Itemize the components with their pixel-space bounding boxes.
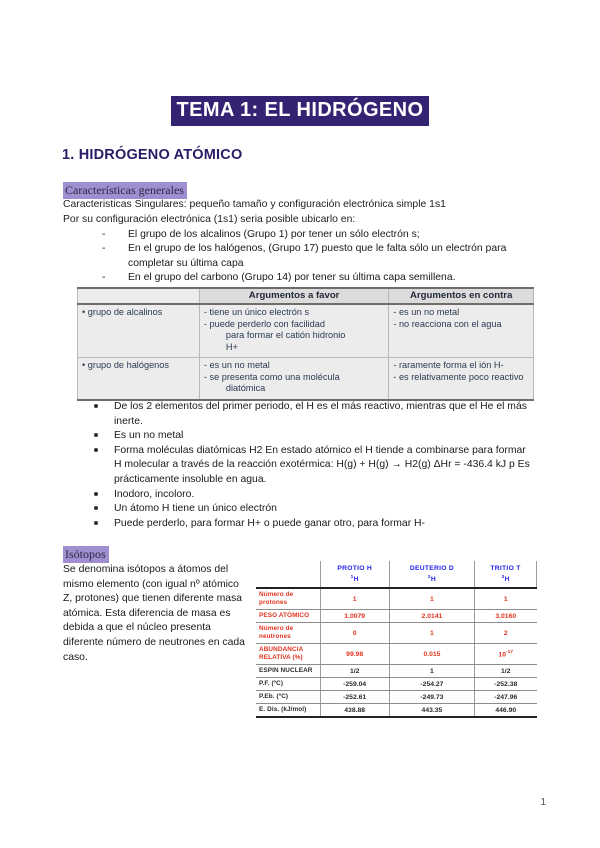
table-row <box>256 665 537 678</box>
row-label: P.Eb. (ºC) <box>256 691 320 704</box>
cell-line: diatómica <box>225 383 266 393</box>
cell-line: - no reacciona con el agua <box>393 318 502 329</box>
table-argumentos-header-favor: Argumentos a favor <box>199 288 388 304</box>
list-item-text: Forma moléculas diatómicas H2 En estado atómico el H tiende a combinarse para formar H molecular a través de la reacción exotérmica: H(g) + H(g) → H2(g) ΔHr = -436.4 kJ p Es prácticamente insoluble en agua. <box>114 444 530 485</box>
table-row <box>256 588 537 610</box>
bullet-list <box>86 400 536 531</box>
table-cell-contra <box>389 358 534 400</box>
subheading-caracteristicas-generales-wrap <box>63 181 187 199</box>
table-isotopos-body <box>256 588 537 717</box>
table-cell: -259.04 <box>320 678 389 691</box>
list-item <box>86 228 536 242</box>
table-cell: -247.96 <box>475 691 537 704</box>
table-cell-favor <box>199 358 388 400</box>
table-cell-label: • grupo de alcalinos <box>78 304 200 358</box>
table-row <box>78 304 534 358</box>
column-mass-protio: $^1$H <box>350 574 359 583</box>
table-row <box>256 644 537 665</box>
table-row <box>256 561 537 588</box>
list-item-text: De los 2 elementos del primer periodo, el H es el más reactivo, mientras que el He el más inerte. <box>114 401 527 427</box>
bullet-icon <box>94 448 98 452</box>
row-label: E. Dis. (kJ/mol) <box>256 704 320 718</box>
row-label: Número de neutrones <box>256 623 320 644</box>
title-container <box>0 96 600 126</box>
list-item <box>86 517 536 532</box>
table-row <box>256 704 537 718</box>
table-cell-favor <box>199 304 388 358</box>
table-cell: 1.0079 <box>320 610 389 623</box>
table-isotopos-header-tritio <box>475 561 537 588</box>
table-cell: 1 <box>389 588 474 610</box>
list-item-text: Inodoro, incoloro. <box>114 488 195 500</box>
table-cell: 3.0160 <box>475 610 537 623</box>
table-row <box>256 623 537 644</box>
list-item <box>86 271 536 285</box>
table-argumentos <box>77 287 534 401</box>
dash-marker: - <box>102 229 106 240</box>
cell-line: - es relativamente poco reactivo <box>393 371 524 382</box>
column-name: DEUTERIO D <box>409 565 455 572</box>
subheading-caracteristicas-generales: Características generales <box>63 182 187 199</box>
bullet-icon <box>94 521 98 525</box>
table-argumentos-head <box>78 288 534 304</box>
list-item <box>86 400 536 429</box>
list-item-text: Puede perderlo, para formar H+ o puede ganar otro, para formar H- <box>114 517 426 529</box>
table-cell: -254.27 <box>389 678 474 691</box>
list-item <box>86 488 536 503</box>
dash-marker: - <box>102 272 106 284</box>
cell-line: - es un no metal <box>203 360 270 370</box>
table-isotopos-header-protio <box>320 561 389 588</box>
column-name: PROTIO H <box>337 565 373 572</box>
table-cell: 446.90 <box>475 704 537 718</box>
page-number: 1 <box>540 797 546 808</box>
table-cell: 1 <box>389 665 474 678</box>
table-cell-label: • grupo de halógenos <box>78 358 200 400</box>
table-cell: 1 <box>320 588 389 610</box>
list-item <box>86 444 536 488</box>
list-item-text: Un átomo H tiene un único electrón <box>114 503 277 515</box>
table-isotopos-corner <box>256 561 320 588</box>
cell-line: - es un no metal <box>393 307 460 317</box>
bullet-icon <box>94 492 98 496</box>
subheading-isotopos-wrap <box>63 545 109 563</box>
table-cell: 438.88 <box>320 704 389 718</box>
bullet-icon <box>94 433 98 437</box>
table-argumentos-corner <box>78 288 200 304</box>
list-item <box>86 242 536 271</box>
list-item-text: El grupo de los alcalinos (Grupo 1) por tener un sólo electrón s; <box>128 229 420 240</box>
table-cell: -249.73 <box>389 691 474 704</box>
section-heading-1: 1. HIDRÓGENO ATÓMICO <box>62 147 243 163</box>
table-cell: 99.98 <box>320 644 389 665</box>
dash-list <box>86 228 536 286</box>
list-item-text: En el grupo del carbono (Grupo 14) por tener su última capa semillena. <box>128 272 456 284</box>
table-cell: 1/2 <box>320 665 389 678</box>
row-label: PESO ATÓMICO <box>256 610 320 623</box>
table-argumentos-header-contra: Argumentos en contra <box>389 288 534 304</box>
cell-line: - se presenta como una molécula <box>203 371 340 382</box>
bullet-icon <box>94 506 98 510</box>
table-cell: $10^{-17}$ <box>475 644 537 665</box>
list-item-text: En el grupo de los halógenos, (Grupo 17) puesto que le falta sólo un electrón para completar su última capa <box>128 243 507 269</box>
table-cell: 1 <box>389 623 474 644</box>
page-title: TEMA 1: EL HIDRÓGENO <box>171 96 430 126</box>
paragraph-isotopos: Se denomina isótopos a átomos del mismo elemento (con igual nº atómico Z, protones) que tienen diferente masa atómica. Esta diferencia de masa es debida a que el núcleo presenta diferente número de neutrones en cada caso. <box>63 564 245 663</box>
cell-line: - raramente forma el ión H- <box>393 360 504 370</box>
table-cell: 1/2 <box>475 665 537 678</box>
table-cell: 1 <box>475 588 537 610</box>
table-row <box>256 691 537 704</box>
column-mass-deuterio: $^2$H <box>427 574 436 583</box>
list-item <box>86 429 536 444</box>
table-cell: -252.38 <box>475 678 537 691</box>
bullet-icon <box>94 404 98 408</box>
row-label: ESPIN NUCLEAR <box>256 665 320 678</box>
table-row <box>78 358 534 400</box>
table-cell: 0.015 <box>389 644 474 665</box>
table-row <box>256 678 537 691</box>
column-mass-tritio: $^3$H <box>501 574 510 583</box>
table-cell: 2 <box>475 623 537 644</box>
subheading-isotopos: Isótopos <box>63 546 109 563</box>
row-label: P.F. (ºC) <box>256 678 320 691</box>
row-label: ABUNDANCIA RELATIVA (%) <box>256 644 320 665</box>
paragraph-configuracion: Por su configuración electrónica (1s1) seria posible ubicarlo en: <box>63 214 356 225</box>
table-cell-contra <box>389 304 534 358</box>
list-item-text: Es un no metal <box>114 430 184 442</box>
table-isotopos-head <box>256 561 537 588</box>
table-row <box>78 288 534 304</box>
table-isotopos <box>256 561 537 718</box>
dash-marker: - <box>102 243 106 255</box>
paragraph-caracteristicas-singulares: Caracteristicas Singulares: pequeño tamaño y configuración electrónica simple 1s1 <box>63 199 446 210</box>
column-name: TRITIO T <box>490 565 521 572</box>
table-cell: -252.61 <box>320 691 389 704</box>
table-cell: 443.35 <box>389 704 474 718</box>
table-row <box>256 610 537 623</box>
row-label: Número de protones <box>256 588 320 610</box>
list-item <box>86 502 536 517</box>
table-cell: 2.0141 <box>389 610 474 623</box>
table-cell: 0 <box>320 623 389 644</box>
table-isotopos-header-deuterio <box>389 561 474 588</box>
cell-line: para formar el catión hidronio <box>225 330 346 340</box>
cell-line: - puede perderlo con facilidad <box>203 318 325 329</box>
cell-line: H+ <box>225 341 238 352</box>
table-argumentos-body <box>78 304 534 400</box>
cell-line: - tiene un único electrón s <box>203 307 310 317</box>
